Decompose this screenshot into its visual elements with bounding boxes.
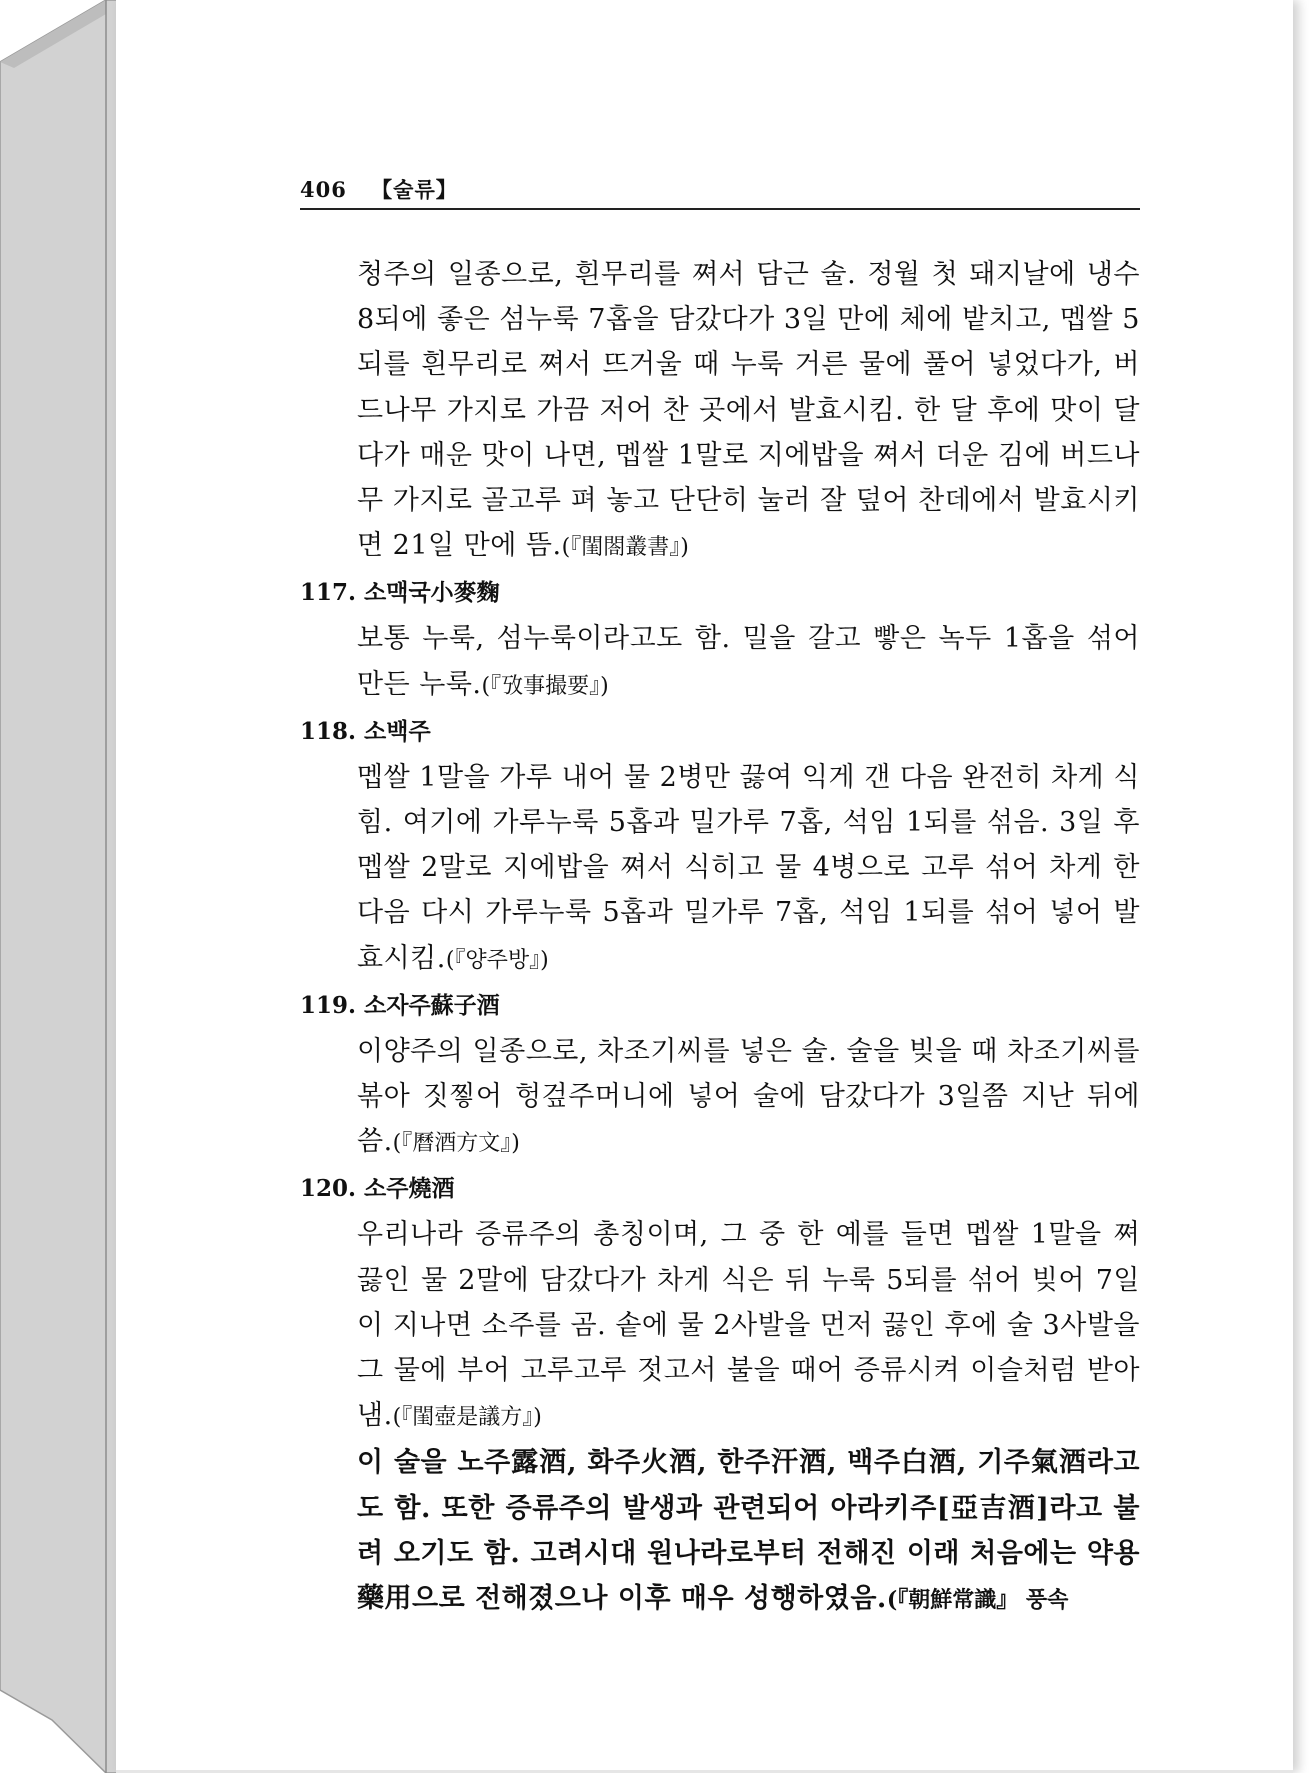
entry-paragraph <box>357 755 1140 983</box>
entry-paragraph <box>357 1029 1140 1167</box>
paragraph-text: 우리나라 증류주의 총칭이며, 그 중 한 예를 들면 멥쌀 1말을 쪄 끓인 물 2말에 담갔다가 차게 식은 뒤 누룩 5되를 섞어 빚어 7일이 지나면 소주를 곰. 솥에 물 2사발을 먼저 끓인 후에 술 3사발을 그 물에 부어 고루고루 젓고서 불을 때어 증류시켜 이슬처럼 받아 냄. <box>357 1219 1140 1432</box>
running-head <box>300 174 458 204</box>
page-body <box>300 252 1140 1623</box>
paragraph-text: 이 술을 노주露酒, 화주火酒, 한주汗酒, 백주白酒, 기주氣酒라고도 함. 또한 증류주의 발생과 관련되어 아라키주[亞吉酒]라고 불려 오기도 함. 고려시대 원나라로부터 전해진 이래 처음에는 약용藥用으로 전해졌으나 이후 매우 성행하였음. <box>357 1447 1140 1615</box>
entry-heading: 120. 소주燒酒 <box>300 1175 455 1203</box>
entry-118 <box>300 715 1140 983</box>
paragraph-text: 이양주의 일종으로, 차조기씨를 넣은 술. 술을 빚을 때 차조기씨를 볶아 짓찧어 헝겊주머니에 넣어 술에 담갔다가 3일쯤 지난 뒤에 씀. <box>357 1035 1140 1158</box>
entry-paragraph <box>357 616 1140 708</box>
entry-paragraph-bold <box>357 1440 1140 1623</box>
entry-paragraph <box>357 1212 1140 1440</box>
section-title: 【술류】 <box>371 177 458 202</box>
entry-heading: 117. 소맥국小麥麴 <box>300 579 500 607</box>
entry-heading: 119. 소자주蘇子酒 <box>300 991 500 1019</box>
source-citation: (『양주방』) <box>445 947 549 973</box>
entry-119 <box>300 989 1140 1167</box>
source-citation: (『朝鮮常識』 풍속 <box>886 1587 1069 1614</box>
source-citation: (『閨閤叢書』) <box>561 535 689 561</box>
entry-heading: 118. 소백주 <box>300 717 431 745</box>
paragraph-text: 청주의 일종으로, 흰무리를 쪄서 담근 술. 정월 첫 돼지날에 냉수 8되에 좋은 섬누룩 7홉을 담갔다가 3일 만에 체에 밭치고, 멥쌀 5되를 흰무리로 쪄서 뜨거울 때 누룩 거른 물에 풀어 넣었다가, 버드나무 가지로 가끔 저어 찬 곳에서 발효시킴. 한 달 후에 맛이 달다가 매운 맛이 나면, 멥쌀 1말로 지에밥을 쪄서 더운 김에 버드나무 가지로 골고루 펴 놓고 단단히 눌러 잘 덮어 찬데에서 발효시키면 21일 만에 뜸. <box>357 259 1140 562</box>
book-spine <box>0 0 120 1773</box>
paragraph-text: 보통 누룩, 섬누룩이라고도 함. 밀을 갈고 빻은 녹두 1홉을 섞어 만든 누룩. <box>357 623 1140 700</box>
intro-paragraph <box>357 252 1140 570</box>
entry-117 <box>300 576 1140 708</box>
source-citation: (『攷事撮要』) <box>481 673 609 699</box>
source-citation: (『閨壺是議方』) <box>392 1405 542 1431</box>
entry-120 <box>300 1172 1140 1623</box>
source-citation: (『曆酒方文』) <box>392 1131 520 1157</box>
header-rule <box>300 208 1140 210</box>
paragraph-text: 멥쌀 1말을 가루 내어 물 2병만 끓여 익게 갠 다음 완전히 차게 식힘. 여기에 가루누룩 5홉과 밀가루 7홉, 석임 1되를 섞음. 3일 후 멥쌀 2말로 지에밥을 쪄서 식히고 물 4병으로 고루 섞어 차게 한 다음 다시 가루누룩 5홉과 밀가루 7홉, 석임 1되를 섞어 넣어 발효시킴. <box>357 761 1140 974</box>
page-number: 406 <box>300 177 347 202</box>
